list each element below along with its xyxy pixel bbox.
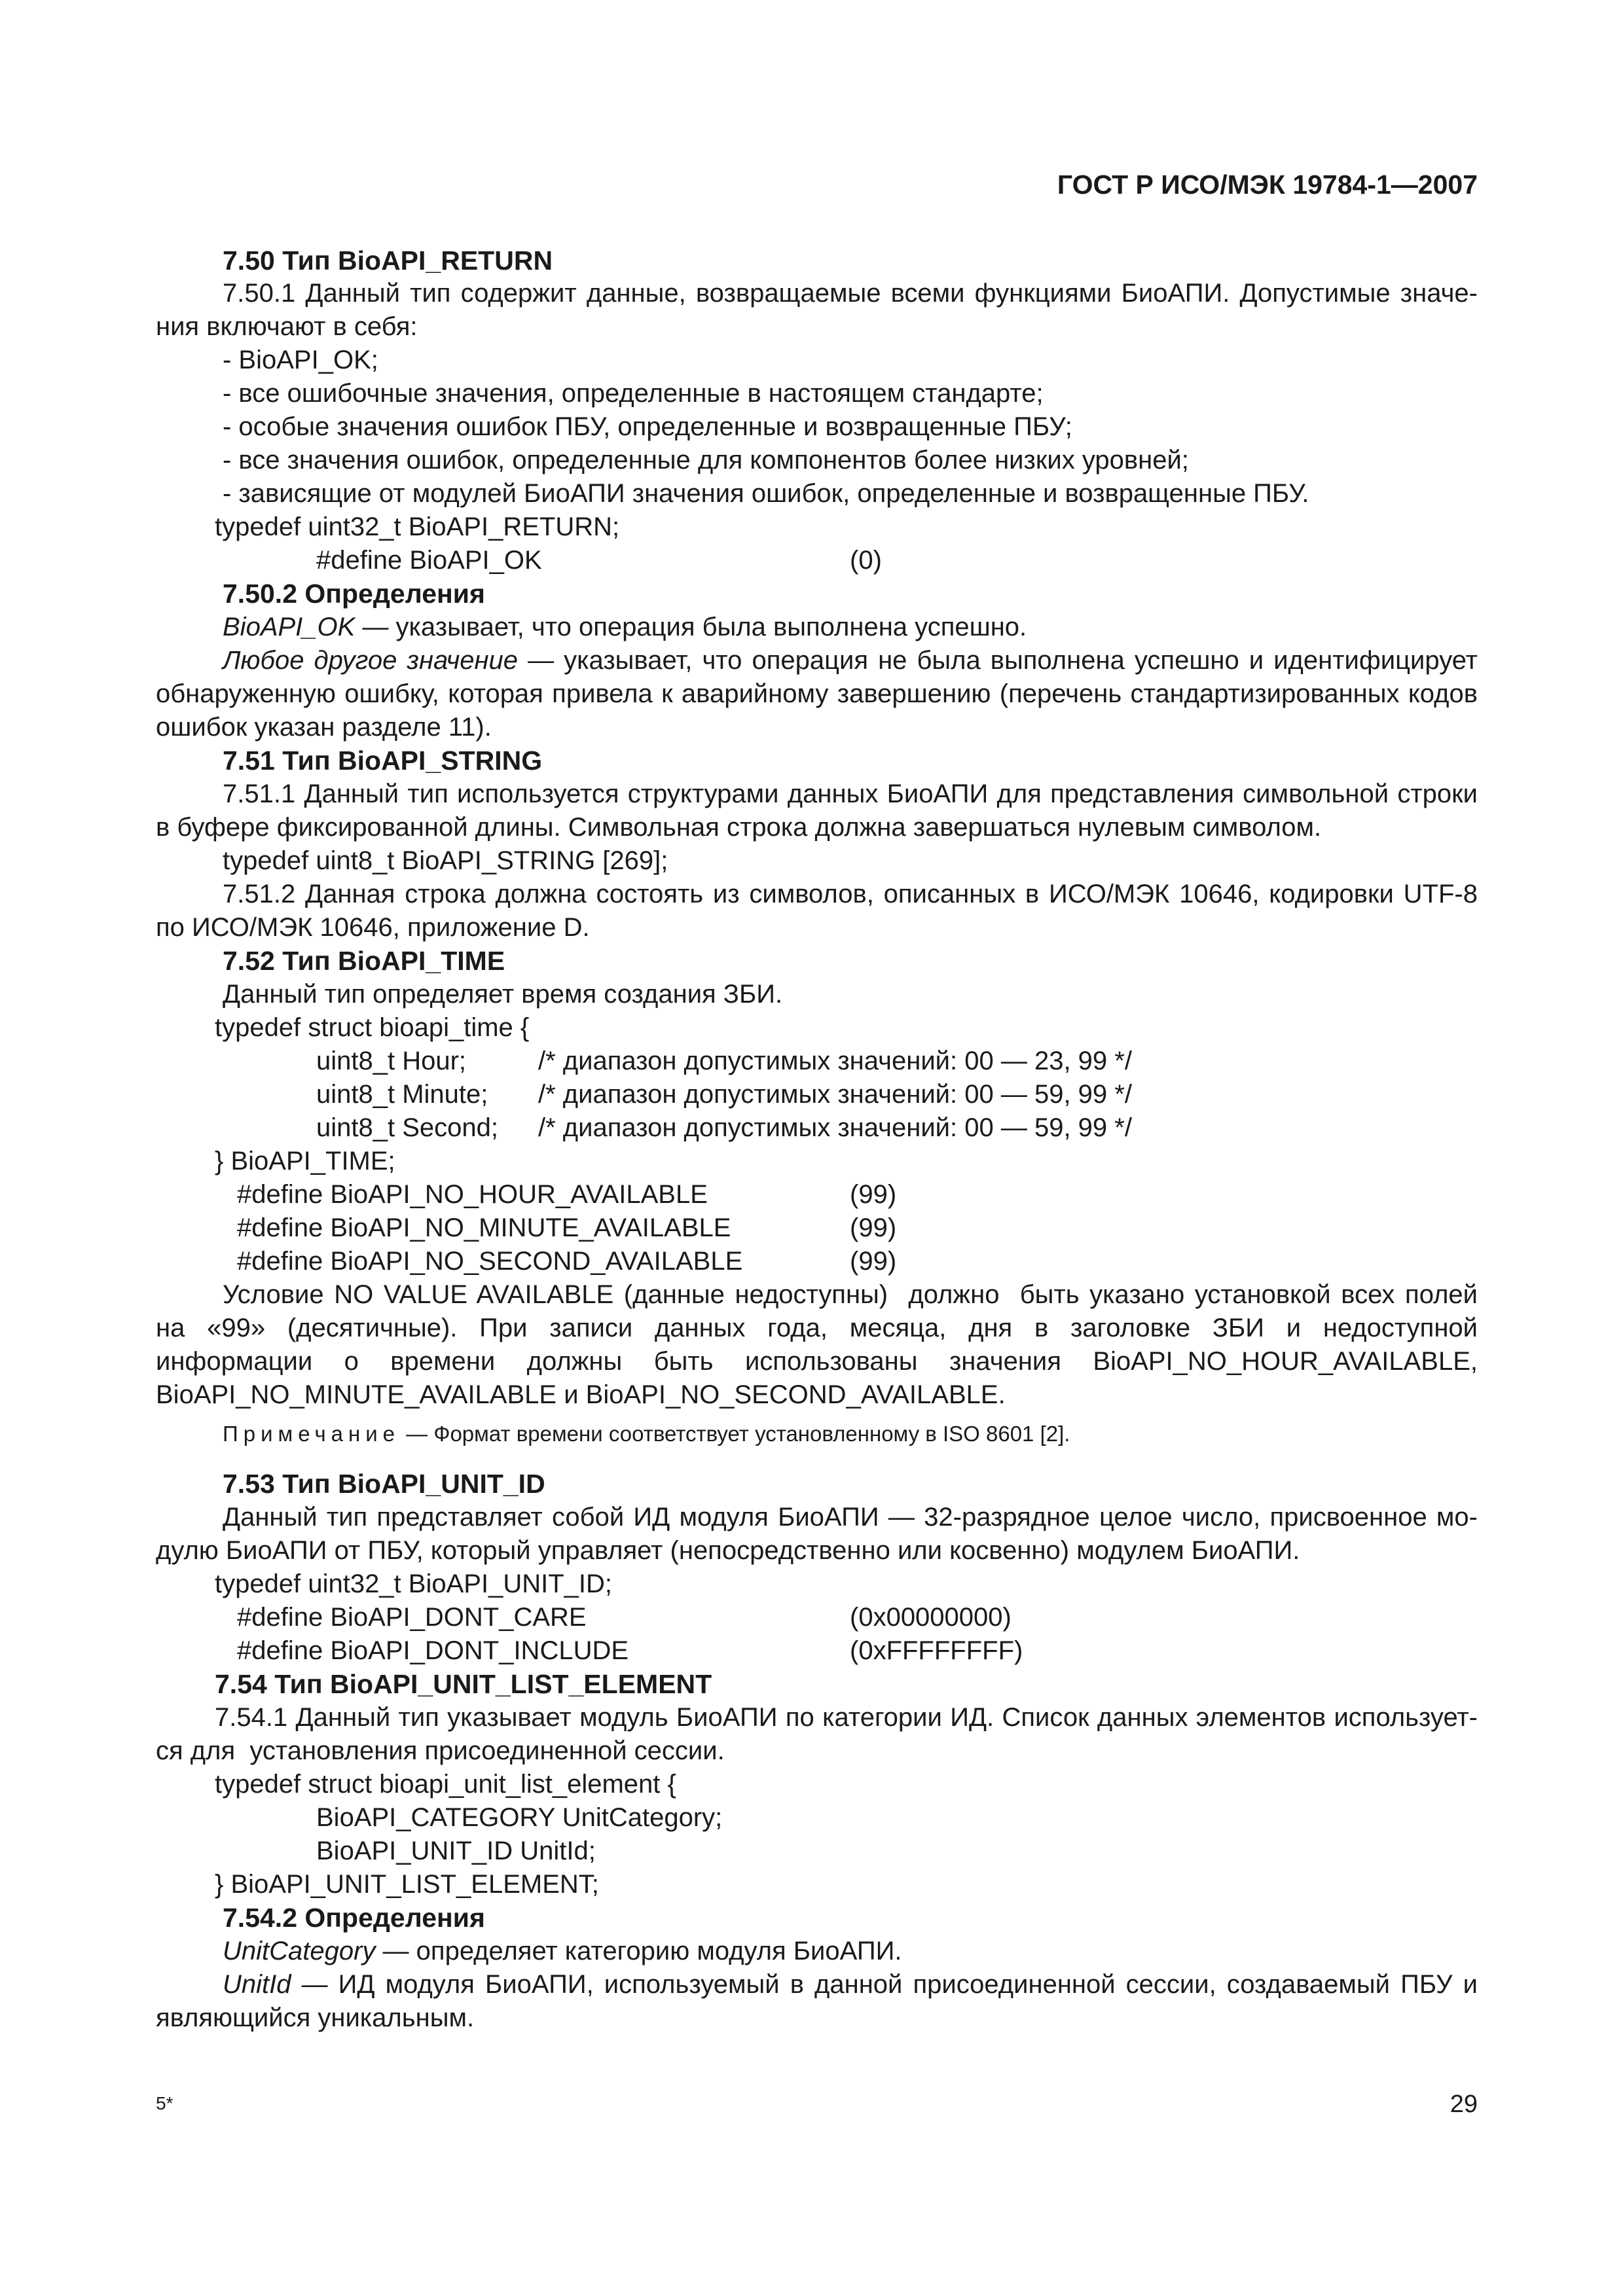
struct-field-comment: /* диапазон допустимых значений: 00 — 59, 99 */ bbox=[538, 1080, 1132, 1109]
definition-text: — указывает, что операция не была выполнена успешно и идентифицирует bbox=[518, 646, 1478, 675]
paragraph-line: на «99» (десятичные). При записи данных года, месяца, дня в заголовке ЗБИ и недоступной bbox=[156, 1314, 1478, 1342]
section-heading: 7.54 Тип BioAPI_UNIT_LIST_ELEMENT bbox=[215, 1669, 712, 1699]
paragraph-line: 7.51.2 Данная строка должна состоять из символов, описанных в ИСО/МЭК 10646, кодировки UTF-8 bbox=[223, 880, 1478, 908]
paragraph-line: BioAPI_NO_MINUTE_AVAILABLE и BioAPI_NO_SECOND_AVAILABLE. bbox=[156, 1380, 1006, 1409]
note-text: — Формат времени соответствует установленному в ISO 8601 [2]. bbox=[400, 1422, 1070, 1446]
code-line: } BioAPI_TIME; bbox=[215, 1147, 395, 1175]
code-define-name: #define BioAPI_NO_SECOND_AVAILABLE bbox=[237, 1247, 743, 1276]
code-define-value: (0x00000000) bbox=[850, 1603, 1012, 1632]
definition-text: — указывает, что операция была выполнена успешно. bbox=[355, 613, 1027, 641]
paragraph-line: 7.54.1 Данный тип указывает модуль БиоАПИ по категории ИД. Список данных элементов использует- bbox=[215, 1703, 1478, 1732]
code-line: } BioAPI_UNIT_LIST_ELEMENT; bbox=[215, 1870, 599, 1899]
code-line: typedef uint32_t BioAPI_RETURN; bbox=[215, 512, 620, 541]
code-line: typedef uint32_t BioAPI_UNIT_ID; bbox=[215, 1570, 612, 1598]
definition-term: Любое другое значение bbox=[223, 646, 519, 675]
list-item: - особые значения ошибок ПБУ, определенные и возвращенные ПБУ; bbox=[223, 412, 1072, 441]
paragraph-line: по ИСО/МЭК 10646, приложение D. bbox=[156, 913, 590, 942]
struct-field-name: uint8_t Second; bbox=[316, 1113, 498, 1142]
section-heading: 7.54.2 Определения bbox=[223, 1903, 485, 1933]
struct-field: BioAPI_UNIT_ID UnitId; bbox=[316, 1837, 596, 1865]
page-number: 29 bbox=[1450, 2090, 1478, 2118]
paragraph-line: Данный тип представляет собой ИД модуля БиоАПИ — 32-разрядное целое число, присвоенное мо- bbox=[223, 1503, 1478, 1532]
code-define-value: (0xFFFFFFFF) bbox=[850, 1636, 1023, 1665]
paragraph-line: дулю БиоАПИ от ПБУ, который управляет (непосредственно или косвенно) модулем БиоАПИ. bbox=[156, 1536, 1300, 1565]
list-item: - зависящие от модулей БиоАПИ значения ошибок, определенные и возвращенные ПБУ. bbox=[223, 479, 1309, 508]
list-item: - все значения ошибок, определенные для компонентов более низких уровней; bbox=[223, 446, 1189, 475]
code-define-name: #define BioAPI_OK bbox=[316, 546, 542, 575]
code-define-name: #define BioAPI_NO_MINUTE_AVAILABLE bbox=[237, 1213, 731, 1242]
definition-term: BioAPI_OK bbox=[223, 613, 356, 641]
paragraph-line: информации о времени должны быть использованы значения BioAPI_NO_HOUR_AVAILABLE, bbox=[156, 1347, 1478, 1376]
paragraph-line: ния включают в себя: bbox=[156, 312, 418, 341]
definition-line bbox=[223, 1971, 1478, 1998]
paragraph-line: ошибок указан разделе 11). bbox=[156, 713, 492, 742]
code-line: typedef struct bioapi_unit_list_element { bbox=[215, 1770, 676, 1799]
definition-line bbox=[223, 1938, 1623, 1964]
code-define-value: (99) bbox=[850, 1213, 897, 1242]
code-line: typedef uint8_t BioAPI_STRING [269]; bbox=[223, 846, 668, 875]
list-item: - BioAPI_OK; bbox=[223, 346, 378, 374]
paragraph-line: являющийся уникальным. bbox=[156, 2003, 475, 2032]
paragraph-line: Условие NO VALUE AVAILABLE (данные недоступны) должно быть указано установкой всех полей bbox=[223, 1280, 1478, 1309]
struct-field-name: uint8_t Hour; bbox=[316, 1047, 467, 1075]
struct-field-name: uint8_t Minute; bbox=[316, 1080, 488, 1109]
document-header: ГОСТ Р ИСО/МЭК 19784-1—2007 bbox=[1057, 170, 1478, 200]
code-define-value: (99) bbox=[850, 1247, 897, 1276]
section-heading: 7.50.2 Определения bbox=[223, 579, 485, 609]
code-define-value: (0) bbox=[850, 546, 882, 575]
code-line: typedef struct bioapi_time { bbox=[215, 1013, 530, 1042]
definition-line bbox=[223, 647, 1478, 673]
definition-line bbox=[223, 614, 1623, 640]
section-heading: 7.53 Тип BioAPI_UNIT_ID bbox=[223, 1469, 545, 1499]
signature-mark: 5* bbox=[156, 2093, 173, 2113]
paragraph-line: 7.51.1 Данный тип используется структурами данных БиоАПИ для представления символьной строки bbox=[223, 780, 1478, 808]
paragraph-line: Данный тип определяет время создания ЗБИ. bbox=[223, 980, 783, 1009]
paragraph-line: в буфере фиксированной длины. Символьная строка должна завершаться нулевым символом. bbox=[156, 813, 1322, 842]
definition-text: — определяет категорию модуля БиоАПИ. bbox=[375, 1937, 902, 1965]
list-item: - все ошибочные значения, определенные в настоящем стандарте; bbox=[223, 379, 1044, 408]
struct-field: BioAPI_CATEGORY UnitCategory; bbox=[316, 1803, 723, 1832]
struct-field-comment: /* диапазон допустимых значений: 00 — 59, 99 */ bbox=[538, 1113, 1132, 1142]
definition-text: — ИД модуля БиоАПИ, используемый в данной присоединенной сессии, создаваемый ПБУ и bbox=[291, 1970, 1478, 1999]
code-define-name: #define BioAPI_NO_HOUR_AVAILABLE bbox=[237, 1180, 708, 1209]
code-define-name: #define BioAPI_DONT_CARE bbox=[237, 1603, 587, 1632]
section-heading: 7.50 Тип BioAPI_RETURN bbox=[223, 245, 553, 276]
code-define-name: #define BioAPI_DONT_INCLUDE bbox=[237, 1636, 629, 1665]
note bbox=[223, 1423, 1623, 1444]
definition-term: UnitId bbox=[223, 1970, 291, 1999]
paragraph-line: ся для установления присоединенной сессии. bbox=[156, 1736, 725, 1765]
paragraph-line: обнаруженную ошибку, которая привела к аварийному завершению (перечень стандартизированных кодов bbox=[156, 679, 1478, 708]
section-heading: 7.52 Тип BioAPI_TIME bbox=[223, 946, 505, 976]
section-heading: 7.51 Тип BioAPI_STRING bbox=[223, 745, 543, 776]
definition-term: UnitCategory bbox=[223, 1937, 376, 1965]
struct-field-comment: /* диапазон допустимых значений: 00 — 23, 99 */ bbox=[538, 1047, 1132, 1075]
code-define-value: (99) bbox=[850, 1180, 897, 1209]
note-label: Примечание bbox=[223, 1422, 401, 1446]
paragraph-line: 7.50.1 Данный тип содержит данные, возвращаемые всеми функциями БиоАПИ. Допустимые значе- bbox=[223, 279, 1478, 308]
